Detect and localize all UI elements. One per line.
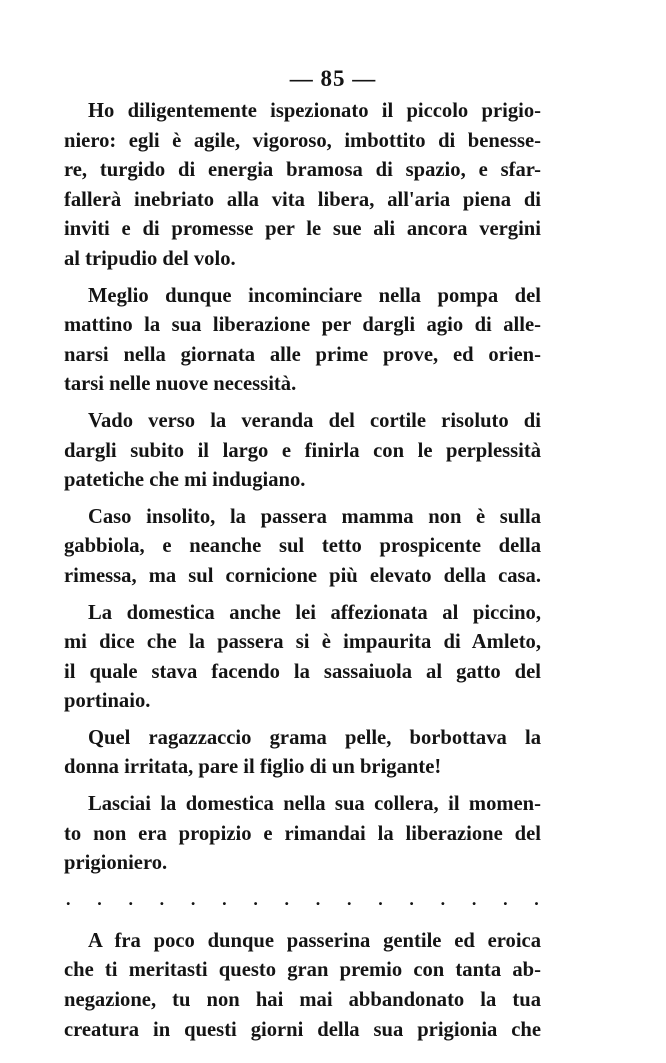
text-line: Vado verso la veranda del cortile risoluto di: [88, 409, 541, 432]
text-line: mi dice che la passera si è impaurita di Amleto,: [64, 631, 541, 654]
text-line: A fra poco dunque passerina gentile ed eroica: [88, 929, 541, 952]
dotted-separator: [64, 885, 541, 915]
separator-dot: .: [222, 889, 227, 910]
text-line: niero: egli è agile, vigoroso, imbottito di benesse-: [64, 129, 541, 152]
text-line: Meglio dunque incominciare nella pompa del: [88, 284, 541, 307]
separator-dot: .: [159, 889, 165, 910]
separator-dot: .: [503, 889, 508, 910]
text-body: [64, 97, 541, 1045]
separator-dot: .: [128, 889, 133, 910]
text-line: Lasciai la domestica nella sua collera, il momen-: [88, 793, 541, 816]
separator-dot: .: [440, 889, 446, 910]
text-line: dargli subito il largo e finirla con le perplessità: [64, 439, 541, 462]
separator-dot: .: [409, 889, 414, 910]
separator-dot: .: [190, 889, 196, 910]
separator-dot: .: [284, 889, 290, 910]
text-line: portinaio.: [64, 690, 151, 713]
text-line: Quel ragazzaccio grama pelle, borbottava la: [88, 726, 541, 749]
text-line: prigioniero.: [64, 852, 168, 875]
text-line: rimessa, ma sul cornicione più elevato della casa.: [64, 564, 541, 587]
text-line: mattino la sua liberazione per dargli agio di alle-: [64, 314, 541, 337]
separator-dot: .: [66, 889, 71, 910]
text-line: creatura in questi giorni della sua prigionia che: [64, 1018, 541, 1041]
text-line: inviti e di promesse per le sue ali ancora vergini: [64, 218, 541, 241]
separator-dot: .: [315, 889, 321, 910]
text-line: patetiche che mi indugiano.: [64, 469, 306, 492]
text-line: Caso insolito, la passera mamma non è sulla: [88, 505, 541, 528]
closing-paragraph: [64, 927, 541, 1045]
paragraph-4: [64, 503, 541, 592]
paragraph-1: [64, 97, 541, 275]
text-line: che ti meritasti questo gran premio con tanta ab-: [64, 959, 541, 982]
text-line: negazione, tu non hai mai abbandonato la tua: [64, 989, 541, 1012]
paragraph-3: [64, 407, 541, 496]
text-line: re, turgido di energia bramosa di spazio, e sfar-: [64, 159, 541, 182]
page-number: — 85 —: [289, 66, 377, 91]
separator-dot: .: [471, 889, 477, 910]
text-line: donna irritata, pare il figlio di un brigante!: [64, 756, 442, 779]
text-line: gabbiola, e neanche sul tetto prospicente della: [64, 535, 541, 558]
text-line: Ho diligentemente ispezionato il piccolo prigio-: [88, 100, 541, 122]
paragraph-7: [64, 790, 541, 879]
text-line: fallerà inebriato alla vita libera, all'aria piena di: [64, 188, 541, 211]
paragraph-5: [64, 599, 541, 717]
paragraph-2: [64, 282, 541, 400]
text-line: to non era propizio e rimandai la liberazione del: [64, 822, 541, 845]
text-line: tarsi nelle nuove necessità.: [64, 373, 297, 396]
separator-dot: .: [97, 889, 102, 910]
separator-dot: .: [253, 889, 258, 910]
separator-dot: .: [378, 889, 383, 910]
text-line: il quale stava facendo la sassaiuola al gatto del: [64, 660, 541, 683]
text-line: al tripudio del volo.: [64, 247, 236, 270]
paragraph-6: [64, 724, 541, 783]
text-line: La domestica anche lei affezionata al piccino,: [88, 601, 541, 624]
separator-dot: .: [346, 889, 352, 910]
text-line: narsi nella giornata alle prime prove, ed orien-: [64, 343, 541, 366]
separator-dot: .: [534, 889, 539, 910]
